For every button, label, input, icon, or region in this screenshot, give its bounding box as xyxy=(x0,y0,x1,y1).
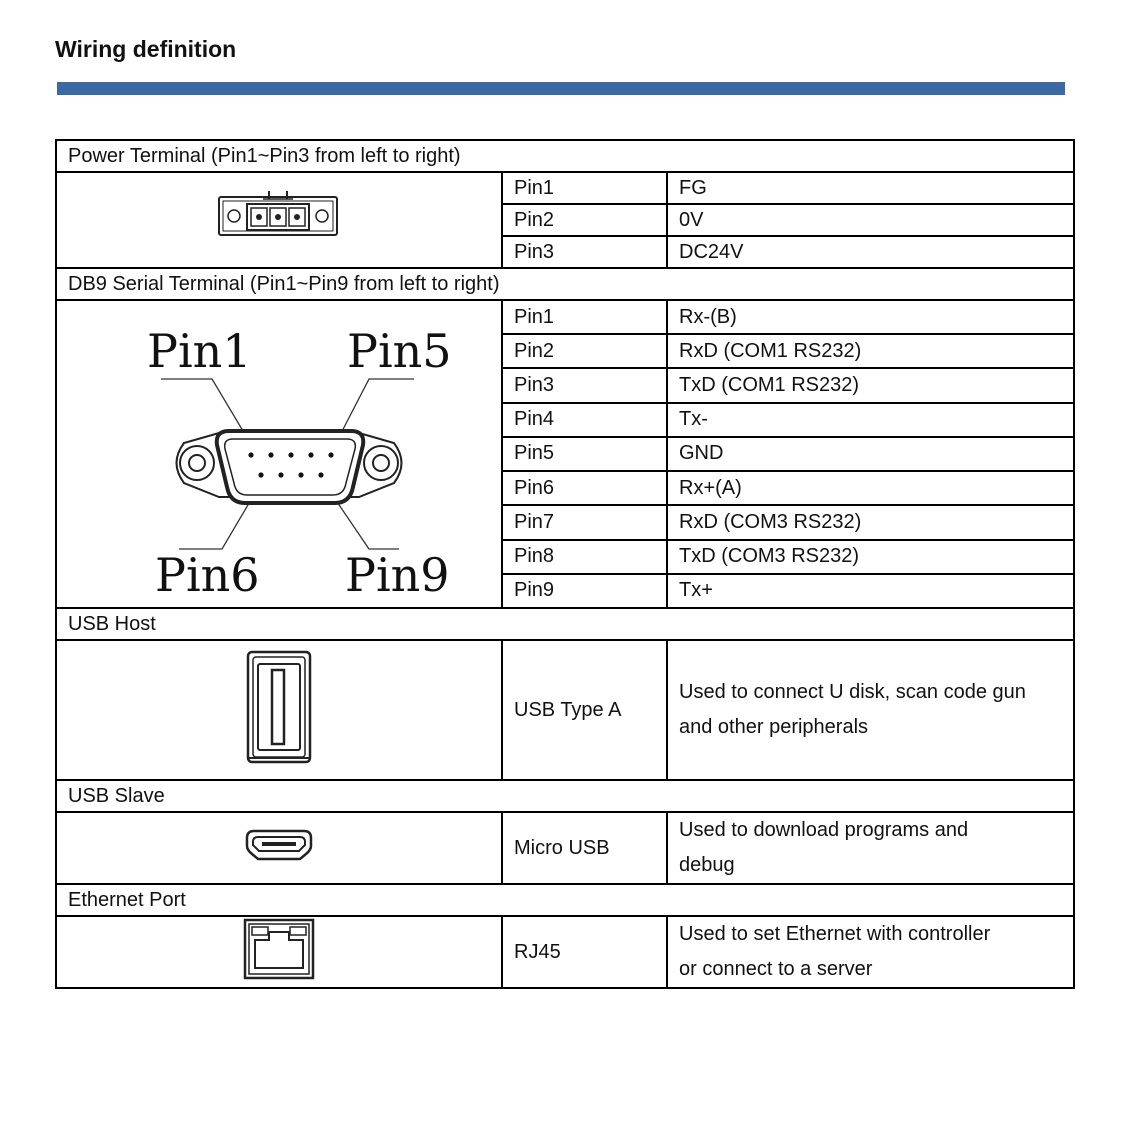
ethernet-connector-cell xyxy=(56,916,502,988)
power-section-header: Power Terminal (Pin1~Pin3 from left to right) xyxy=(56,140,1074,172)
pin-label: Pin5 xyxy=(502,437,667,471)
pin-function: FG xyxy=(667,172,1074,204)
pin-function: GND xyxy=(667,437,1074,471)
pin-label: Pin9 xyxy=(502,574,667,608)
pin-label: Pin3 xyxy=(502,236,667,268)
pin-function: Rx+(A) xyxy=(667,471,1074,505)
usb-slave-type: Micro USB xyxy=(502,812,667,884)
usb-host-connector-cell xyxy=(56,640,502,780)
page-title: Wiring definition xyxy=(55,36,237,62)
pin-label: Pin6 xyxy=(502,471,667,505)
usb-slave-section-header: USB Slave xyxy=(56,780,1074,812)
ethernet-section-header: Ethernet Port xyxy=(56,884,1074,916)
table-row xyxy=(56,812,1074,884)
usb-slave-connector-cell xyxy=(56,812,502,884)
usb-slave-description-line: Used to download programs and xyxy=(679,819,969,841)
pin-function: RxD (COM1 RS232) xyxy=(667,334,1074,368)
usb-slave-description-line: debug xyxy=(679,854,735,876)
db9-label-pin1: Pin1 xyxy=(147,324,252,378)
table-row xyxy=(56,916,1074,988)
pin-function: TxD (COM3 RS232) xyxy=(667,540,1074,574)
table-row xyxy=(56,300,1074,334)
power-connector-cell xyxy=(56,172,502,268)
pin-function: RxD (COM3 RS232) xyxy=(667,505,1074,539)
pin-function: Tx- xyxy=(667,403,1074,437)
db9-label-pin9: Pin9 xyxy=(345,548,450,601)
wiring-table xyxy=(55,139,1075,989)
table-row xyxy=(56,640,1074,780)
title-divider-bar xyxy=(57,82,1065,95)
db9-connector-icon xyxy=(69,301,489,601)
usb-host-type: USB Type A xyxy=(502,640,667,780)
pin-label: Pin1 xyxy=(502,300,667,334)
pin-function: 0V xyxy=(667,204,1074,236)
pin-label: Pin7 xyxy=(502,505,667,539)
pin-label: Pin8 xyxy=(502,540,667,574)
section-header-row xyxy=(56,608,1074,640)
pin-label: Pin2 xyxy=(502,204,667,236)
micro-usb-port-icon xyxy=(244,828,314,862)
section-header-row xyxy=(56,884,1074,916)
section-header-row xyxy=(56,780,1074,812)
pin-function: DC24V xyxy=(667,236,1074,268)
usb-host-description-line: Used to connect U disk, scan code gun xyxy=(679,681,1026,703)
ethernet-description-line: or connect to a server xyxy=(679,958,873,980)
pin-label: Pin4 xyxy=(502,403,667,437)
usb-host-description xyxy=(667,640,1074,780)
pin-label: Pin2 xyxy=(502,334,667,368)
usb-type-a-port-icon xyxy=(246,650,312,764)
rj45-port-icon xyxy=(243,918,315,980)
pin-function: Tx+ xyxy=(667,574,1074,608)
pin-function: Rx-(B) xyxy=(667,300,1074,334)
terminal-block-connector-icon xyxy=(217,191,341,243)
table-row xyxy=(56,172,1074,204)
ethernet-description xyxy=(667,916,1074,988)
db9-label-pin5: Pin5 xyxy=(347,324,452,378)
usb-slave-description xyxy=(667,812,1074,884)
pin-function: TxD (COM1 RS232) xyxy=(667,368,1074,402)
pin-label: Pin1 xyxy=(502,172,667,204)
section-header-row xyxy=(56,268,1074,300)
db9-section-header: DB9 Serial Terminal (Pin1~Pin9 from left to right) xyxy=(56,268,1074,300)
usb-host-description-line: and other peripherals xyxy=(679,716,869,738)
db9-label-pin6: Pin6 xyxy=(155,548,260,601)
ethernet-type: RJ45 xyxy=(502,916,667,988)
db9-connector-cell xyxy=(56,300,502,608)
usb-host-section-header: USB Host xyxy=(56,608,1074,640)
pin-label: Pin3 xyxy=(502,368,667,402)
ethernet-description-line: Used to set Ethernet with controller xyxy=(679,923,991,945)
section-header-row xyxy=(56,140,1074,172)
